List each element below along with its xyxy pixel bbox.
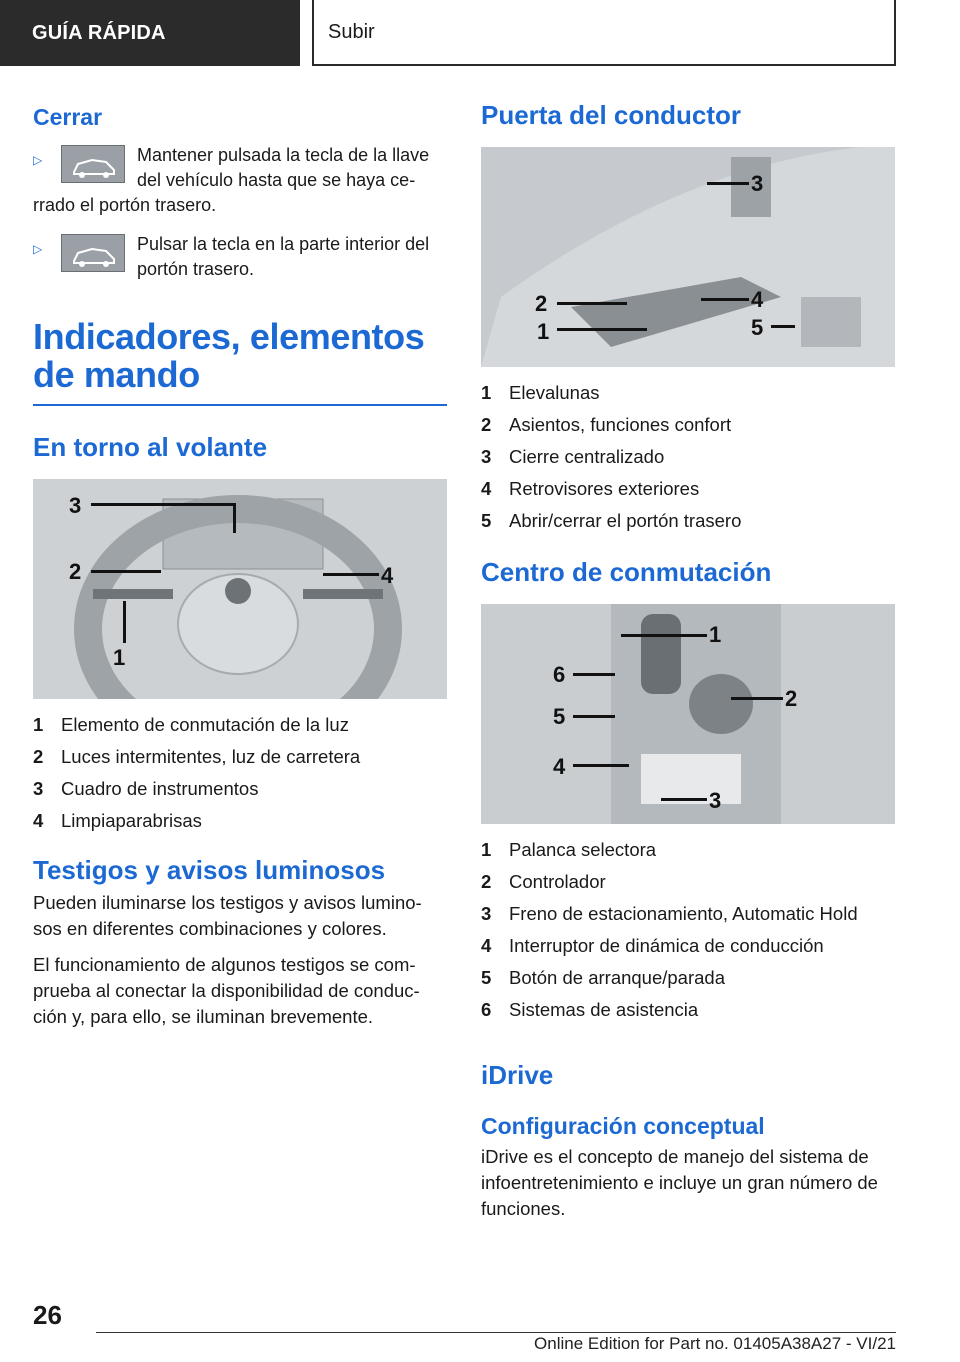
callout-4: 4 [553, 754, 566, 779]
callout-6: 6 [553, 662, 566, 687]
car-trunk-button-icon [61, 234, 125, 272]
legend-item: 4 Interruptor de dinámica de conducción [481, 935, 824, 956]
idrive-heading: iDrive [481, 1060, 554, 1090]
cerrar-item-1-text: Mantener pulsada la tecla de la llave del vehículo hasta que se haya ce-rrado el portón trasero. [33, 145, 430, 215]
callout-2: 2 [535, 291, 548, 316]
idrive-subheading: Configuración conceptual [481, 1113, 765, 1139]
testigos-paragraph-1: Pueden iluminarse los testigos y avisos lumino-sos en diferentes combinaciones y colores. [33, 892, 422, 939]
page-number: 26 [33, 1300, 62, 1330]
page-header [0, 0, 960, 66]
left-column [33, 100, 447, 1030]
legend-item: 2 Controlador [481, 871, 606, 892]
idrive-paragraph: iDrive es el concepto de manejo del sistema de infoentretenimiento e incluye un gran número de funciones. [481, 1146, 878, 1219]
triangle-bullet-icon: ▷ [33, 153, 43, 167]
legend-item: 2 Asientos, funciones confort [481, 414, 732, 435]
testigos-paragraph-2: El funcionamiento de algunos testigos se com-prueba al conectar la disponibilidad de conduc-ción y, para ello, se iluminan brevemente. [33, 954, 420, 1027]
driver-door-image [481, 147, 895, 367]
steering-wheel-image [33, 479, 447, 699]
center-console-image [481, 604, 895, 824]
legend-item: 1 Elemento de conmutación de la luz [33, 714, 349, 735]
legend-item: 2 Luces intermitentes, luz de carretera [33, 746, 361, 767]
car-trunk-key-icon [61, 145, 125, 183]
cerrar-heading: Cerrar [33, 104, 103, 130]
section-title: GUÍA RÁPIDA [0, 0, 300, 66]
callout-2: 2 [785, 686, 798, 711]
chapter-title: Indicadores, elementos de mando [33, 316, 425, 395]
subsection-title: Subir [312, 0, 896, 66]
legend-item: 6 Sistemas de asistencia [481, 999, 699, 1020]
centro-legend [481, 834, 895, 1026]
legend-item: 3 Cierre centralizado [481, 446, 665, 467]
legend-item: 1 Elevalunas [481, 382, 600, 403]
legend-item: 3 Cuadro de instrumentos [33, 778, 259, 799]
callout-5: 5 [751, 315, 764, 340]
centro-heading: Centro de conmutación [481, 557, 772, 587]
callout-2: 2 [69, 559, 82, 584]
callout-4: 4 [381, 563, 394, 588]
callout-3: 3 [69, 493, 82, 518]
legend-item: 3 Freno de estacionamiento, Automatic Hold [481, 903, 858, 924]
volante-heading: En torno al volante [33, 432, 268, 462]
volante-legend [33, 709, 447, 837]
triangle-bullet-icon: ▷ [33, 242, 43, 256]
testigos-heading: Testigos y avisos luminosos [33, 855, 386, 885]
callout-5: 5 [553, 704, 566, 729]
cerrar-item-1 [33, 143, 447, 218]
cerrar-item-2-text: Pulsar la tecla en la parte interior del portón trasero. [137, 234, 430, 279]
callout-3: 3 [709, 788, 722, 813]
right-column [481, 100, 895, 1222]
legend-item: 4 Limpiaparabrisas [33, 810, 202, 831]
legend-item: 5 Abrir/cerrar el portón trasero [481, 510, 742, 531]
callout-1: 1 [537, 319, 550, 344]
chapter-rule [33, 404, 447, 406]
legend-item: 1 Palanca selectora [481, 839, 657, 860]
legend-item: 5 Botón de arranque/parada [481, 967, 726, 988]
callout-3: 3 [751, 171, 764, 196]
footer-edition: Online Edition for Part no. 01405A38A27 - VI/21 [534, 1334, 896, 1353]
callout-4: 4 [751, 287, 764, 312]
legend-item: 4 Retrovisores exteriores [481, 478, 700, 499]
callout-1: 1 [709, 622, 722, 647]
puerta-heading: Puerta del conductor [481, 100, 742, 130]
cerrar-item-2 [33, 232, 447, 282]
footer-rule [96, 1332, 896, 1333]
callout-1: 1 [113, 645, 126, 670]
puerta-legend [481, 377, 895, 537]
